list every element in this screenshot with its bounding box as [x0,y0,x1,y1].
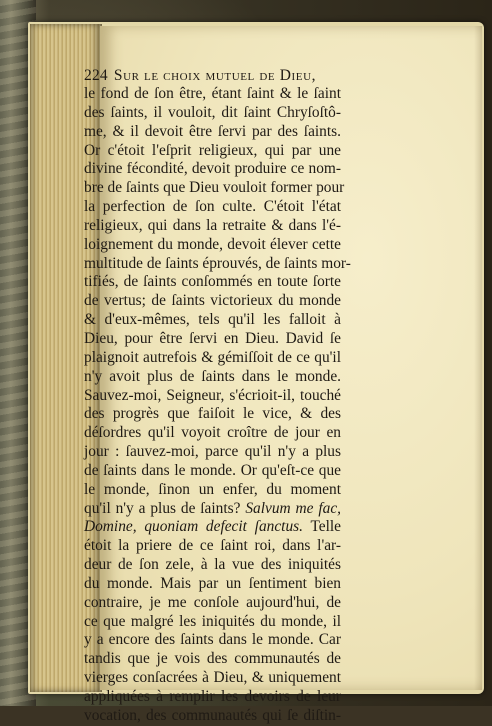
text-run: divine fécondité, devoit produire ce nom- [84,160,341,178]
text-run: Or c'étoit l'eſprit religieux, qui par une [84,141,341,159]
text-line [84,481,341,500]
text-run: étoit la priere de ce ſaint roi, dans l'ar- [84,537,341,555]
text-line [84,707,341,726]
text-run: Dieu, pour être ſervi en Dieu. David ſe [84,329,341,347]
page-text [84,66,444,726]
text-line [84,311,341,330]
italic-latin-text: Domine, quoniam defecit ſanctus. [84,518,303,536]
text-run: bre de ſaints que Dieu vouloit former pour [84,179,345,197]
text-run: le monde, ſinon un enfer, du moment [84,480,341,498]
text-line [84,650,341,669]
body-text [84,85,444,726]
italic-latin-text: Salvum me fac, [245,499,342,517]
text-run: contraire, je me conſole aujourd'hui, de [84,593,341,611]
text-line [84,556,341,575]
text-run: Telle [302,518,341,536]
text-run: déſordres qu'il voyoit croître de jour en [84,424,341,442]
text-line [84,405,341,424]
running-head [84,66,444,85]
text-line [84,368,341,387]
text-line [84,518,341,537]
text-line [84,462,341,481]
text-line [84,160,341,179]
text-run: la perfection de ſon culte. C'étoit l'état [84,198,341,216]
text-run: des ſaints, il vouloit, dit ſaint Chryſoſtô- [84,103,341,121]
text-line [84,349,341,368]
text-line [84,236,341,255]
text-run: tandis que je vois des communautés de [84,650,341,668]
text-run: deur de ſon zele, à la vue des iniquités [84,556,341,574]
text-run: des progrès que faiſoit le vice, & des [84,405,341,423]
text-line [84,273,341,292]
text-line [84,669,341,688]
text-run: le fond de ſon être, étant ſaint & le ſaint [84,85,341,102]
text-line [84,424,341,443]
text-line [84,104,341,123]
text-run: Sauvez-moi, Seigneur, s'écrioit-il, touché [84,386,341,404]
text-line [84,500,341,519]
text-run: ce que malgré les iniquités du monde, il [84,612,341,630]
text-line [84,330,341,349]
text-run: vocation, des communautés qui ſe diſtin- [84,706,341,724]
text-run: & d'eux-mêmes, tels qu'il les falloit à [84,311,341,329]
text-run: me, & il devoit être ſervi par des ſaints. [84,122,341,140]
text-run: de vertus; de ſaints victorieux du monde [84,292,341,310]
text-run: n'y avoit plus de ſaints dans le monde. [84,367,341,385]
text-run: multitude de ſaints éprouvés, de ſaints mor- [84,254,351,272]
text-line [84,613,341,632]
text-line [84,292,341,311]
text-line [84,179,345,198]
text-line [84,85,341,104]
text-run: religieux, qui dans la retraite & dans l'é- [84,216,341,234]
text-run: de ſaints dans le monde. Or qu'eſt-ce que [84,461,341,479]
text-run: y a encore des ſaints dans le monde. Car [84,631,341,649]
text-run: qu'il n'y a plus de ſaints? [84,499,246,517]
page-number: 224 [84,67,108,84]
text-line [84,142,341,161]
text-run: appliquées à remplir les devoirs de leur [84,688,341,705]
text-line [84,443,341,462]
text-line [84,594,341,613]
text-line [84,575,341,594]
text-line [84,631,341,650]
running-title: Sur le choix mutuel de Dieu, [113,67,317,84]
text-run: du monde. Mais par un ſentiment bien [84,574,341,592]
text-run: vierges conſacrées à Dieu, & uniquement [84,669,341,687]
text-line [84,537,341,556]
text-line [84,217,341,236]
text-line [84,123,341,142]
text-run: jour : ſauvez-moi, parce qu'il n'y a plus [84,443,341,461]
text-run: plaignoit autrefois & gémiſſoit de ce qu'il [84,348,341,366]
text-line [84,254,351,274]
text-run: tifiés, de ſaints conſommés en toute ſorte [84,273,341,291]
text-run: loignement du monde, devoit élever cette [84,235,341,253]
text-line [84,688,341,707]
text-line [84,387,341,406]
text-line [84,198,341,217]
